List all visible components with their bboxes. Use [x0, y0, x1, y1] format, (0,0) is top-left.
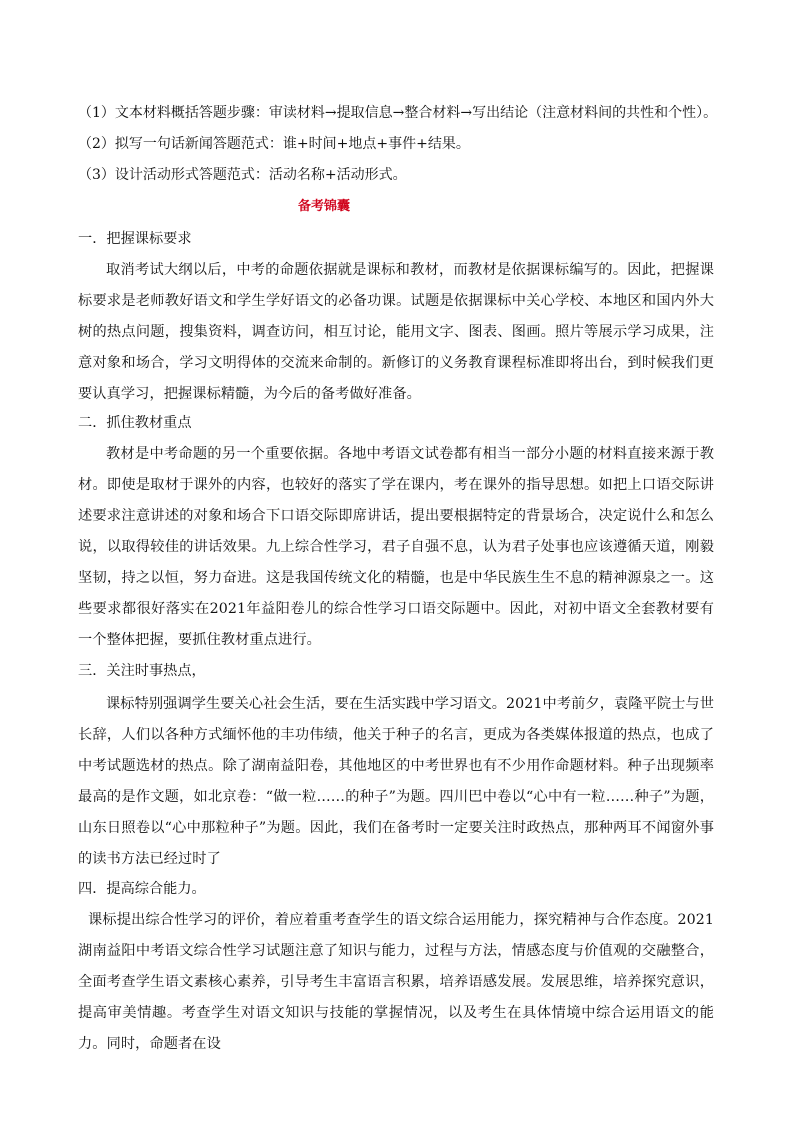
section-body-4: 课标提出综合性学习的评价，着应着重考查学生的语文综合运用能力，探究精神与合作态度。2021湖南益阳中考语文综合性学习试题注意了知识与能力，过程与方法，情感态度与价值观的交融整合，全面考查学生语文素核心素养，引导考生丰富语言积累，培养语感发展。发展思维，培养探究意识，提高审美情趣。考查学生对语文知识与技能的掌握情况，以及考生在具体情境中综合运用语文的能力。同时，命题者在设 — [78, 912, 714, 1052]
section-body-3: 课标特别强调学生要关心社会生活，要在生活实践中学习语文。2021中考前夕，袁隆平院士与世长辞，人们以各种方式缅怀他的丰功伟绩，他关于种子的名言，更成为各类媒体报道的热点，也成了中考试题选材的热点。除了湖南益阳卷，其他地区的中考世界也有不少用作命题材料。种子出现频率最高的是作文题，如北京卷：“做一粒……的种子”为题。四川巴中卷以“心中有一粒……种子”为题，山东日照卷以“心中那粒种子”为题。因此，我们在备考时一定要关注时政热点，那种两耳不闻窗外事的读书方法已经过时了 — [78, 696, 715, 867]
section-heading-4: 四．提高综合能力。 — [78, 881, 206, 897]
tip-item-1: （1）文本材料概括答题步骤：审读材料→提取信息→整合材料→写出结论（注意材料间的共性和个性）。 — [78, 105, 718, 121]
tip-item-3: （3）设计活动形式答题范式：活动名称+活动形式。 — [78, 167, 407, 183]
section-heading-3: 三．关注时事热点， — [78, 663, 206, 679]
section-body-2: 教材是中考命题的另一个重要依据。各地中考语文试卷都有相当一部分小题的材料直接来源于教材。即使是取材于课外的内容，也较好的落实了学在课内，考在课外的指导思想。如把上口语交际讲述要求注意讲述的对象和场合下口语交际即席讲话，提出要根据特定的背景场合，决定说什么和怎么说，以取得较佳的讲话效果。九上综合性学习，君子自强不息，认为君子处事也应该遵循天道，刚毅坚韧，持之以恒，努力奋进。这是我国传统文化的精髓，也是中华民族生生不息的精神源泉之一。这些要求都很好落实在2021年益阳卷儿的综合性学习口语交际题中。因此，对初中语文全套教材要有一个整体把握，要抓住教材重点进行。 — [78, 446, 714, 648]
section-body-1: 取消考试大纲以后，中考的命题依据就是课标和教材，而教材是依据课标编写的。因此，把握课标要求是老师教好语文和学生学好语文的必备功课。试题是依据课标中关心学校、本地区和国内外大树的热点问题，搜集资料，调查访问，相互讨论，能用文字、图表、图画。照片等展示学习成果，注意对象和场合，学习文明得体的交流来命制的。新修订的义务教育课程标准即将出台，到时候我们更要认真学习，把握课标精髓，为今后的备考做好准备。 — [78, 262, 714, 402]
section-heading-1: 一．把握课标要求 — [78, 231, 192, 247]
tip-item-2: （2）拟写一句话新闻答题范式：谁+时间+地点+事件+结果。 — [78, 136, 470, 152]
section-title: 备考锦囊 — [298, 199, 351, 214]
section-heading-2: 二．抓住教材重点 — [78, 415, 192, 431]
